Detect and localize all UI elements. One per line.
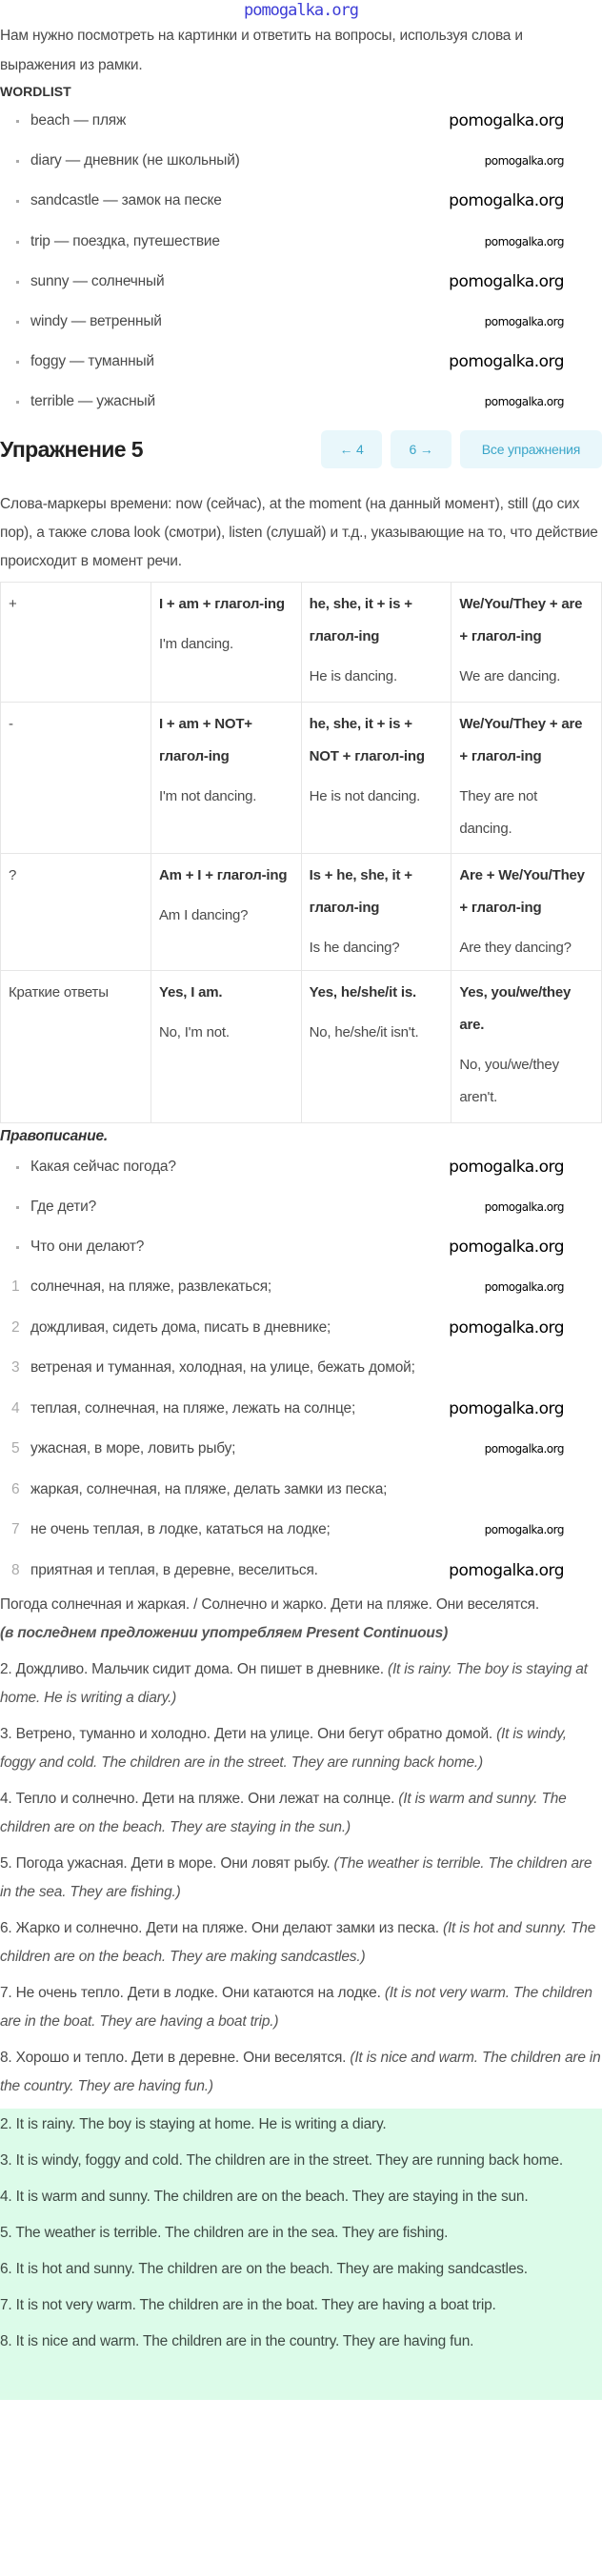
- table-row: [1, 582, 602, 702]
- prompt-text: дождливая, сидеть дома, писать в дневнике;: [30, 1318, 331, 1336]
- prompt-text: теплая, солнечная, на пляже, лежать на солнце;: [30, 1399, 356, 1417]
- prompt-item: [0, 1389, 602, 1430]
- prompt-item: [0, 1308, 602, 1349]
- prompt-number: 2: [11, 1318, 20, 1336]
- rule-text: Yes, he/she/it is.: [309, 983, 416, 1001]
- answer-russian: 2. Дождливо. Мальчик сидит дома. Он пишет в дневнике.: [0, 1661, 384, 1678]
- wordlist-item: [0, 342, 602, 382]
- answer-english: (The weather is terrible. The children are in the sea. They are fishing.): [0, 1855, 592, 1901]
- table-cell: [452, 582, 602, 702]
- example-text: No, he/she/it isn't.: [309, 1023, 419, 1040]
- rule-text: We/You/They + are + глагол-ing: [459, 595, 583, 644]
- all-exercises-button[interactable]: Все упражнения: [460, 430, 602, 468]
- final-answers-box: [0, 2109, 602, 2400]
- final-answer: 4. It is warm and sunny. The children are on the beach. They are staying in the sun.: [0, 2189, 529, 2206]
- prompt-text: не очень теплая, в лодке, кататься на лодке;: [30, 1521, 331, 1538]
- example-text: No, you/we/they aren't.: [459, 1056, 559, 1105]
- prev-exercise-button[interactable]: ← 4: [321, 430, 382, 468]
- answer-russian: 7. Не очень тепло. Дети в лодке. Они катаются на лодке.: [0, 1985, 381, 2002]
- answer-english: (It is hot and sunny. The children are on the beach. They are making sandcastles.): [0, 1920, 596, 1966]
- watermark-text: pomogalka.org: [484, 1280, 564, 1295]
- table-cell: [301, 582, 452, 702]
- example-text: Am I dancing?: [159, 906, 249, 923]
- example-text: I'm dancing.: [159, 635, 234, 652]
- prompt-text: приятная и теплая, в деревне, веселиться.: [30, 1561, 318, 1578]
- rule-text: he, she, it + is + NOT + глагол-ing: [309, 715, 425, 764]
- watermark-text: pomogalka.org: [484, 395, 564, 409]
- answer-paragraph: [0, 1720, 602, 1777]
- answer-english: (в последнем предложении употребляем Present Continuous): [0, 1625, 449, 1642]
- table-cell: [151, 702, 302, 853]
- answers-section: [0, 1591, 602, 2101]
- table-cell: [151, 970, 302, 1122]
- table-cell: [452, 853, 602, 970]
- wordlist-item: [0, 302, 602, 342]
- rule-text: Am + I + глагол-ing: [159, 866, 288, 883]
- final-answer: 3. It is windy, foggy and cold. The children are in the street. They are running back home.: [0, 2152, 563, 2170]
- wordlist: [0, 101, 602, 423]
- table-cell: [301, 970, 452, 1122]
- example-text: He is not dancing.: [309, 787, 421, 804]
- watermark-text: pomogalka.org: [449, 1560, 564, 1580]
- watermark-text: pomogalka.org: [484, 1442, 564, 1456]
- question-text: Где дети?: [30, 1198, 97, 1215]
- rule-text: Yes, I am.: [159, 983, 223, 1001]
- prompt-text: жаркая, солнечная, на пляже, делать замки из песка;: [30, 1480, 388, 1497]
- task-description: Нам нужно посмотреть на картинки и ответить на вопросы, используя слова и выражения из рамки.: [0, 28, 523, 73]
- answer-english: (It is warm and sunny. The children are on the beach. They are staying in the sun.): [0, 1791, 567, 1836]
- watermark-text: pomogalka.org: [484, 234, 564, 248]
- prompt-item: [0, 1348, 602, 1389]
- answer-paragraph: [0, 1979, 602, 2036]
- exercise-title: Упражнение 5: [0, 436, 143, 462]
- final-answer: 6. It is hot and sunny. The children are on the beach. They are making sandcastles.: [0, 2261, 528, 2278]
- prompt-item: [0, 1267, 602, 1308]
- watermark-text: pomogalka.org: [449, 111, 564, 130]
- watermark-text: pomogalka.org: [449, 1318, 564, 1338]
- watermark-text: pomogalka.org: [484, 154, 564, 168]
- rule-text: I + am + NOT+ глагол-ing: [159, 715, 252, 764]
- wordlist-item-text: trip — поездка, путешествие: [30, 232, 220, 249]
- answer-paragraph: [0, 2044, 602, 2101]
- prompt-number: 3: [11, 1359, 20, 1377]
- final-answer: 5. The weather is terrible. The children are in the sea. They are fishing.: [0, 2225, 449, 2242]
- row-label: +: [1, 582, 151, 702]
- wordlist-item-text: windy — ветренный: [30, 312, 162, 329]
- example-text: I'm not dancing.: [159, 787, 257, 804]
- grammar-table: [0, 582, 602, 1123]
- example-text: We are dancing.: [459, 667, 561, 684]
- rule-text: he, she, it + is + глагол-ing: [309, 595, 412, 644]
- wordlist-item: [0, 181, 602, 221]
- table-cell: [301, 702, 452, 853]
- prompt-number: 6: [11, 1480, 20, 1497]
- prompt-item: [0, 1510, 602, 1551]
- table-cell: [452, 970, 602, 1122]
- answer-paragraph: [0, 1655, 602, 1713]
- answer-russian: 5. Погода ужасная. Дети в море. Они ловят рыбу.: [0, 1855, 331, 1873]
- answer-english: (It is nice and warm. The children are in the country. They are having fun.): [0, 2050, 601, 2095]
- table-cell: [151, 853, 302, 970]
- example-text: They are not dancing.: [459, 787, 538, 837]
- answer-russian: 8. Хорошо и тепло. Дети в деревне. Они веселятся.: [0, 2050, 347, 2067]
- question-item: [0, 1187, 602, 1227]
- answer-paragraph: [0, 1914, 602, 1972]
- table-row: [1, 702, 602, 853]
- watermark-text: pomogalka.org: [449, 1237, 564, 1257]
- wordlist-item-text: diary — дневник (не школьный): [30, 152, 240, 169]
- watermark-text: pomogalka.org: [484, 314, 564, 328]
- spelling-title: Правописание.: [0, 1127, 109, 1144]
- questions-list: [0, 1147, 602, 1268]
- site-logo[interactable]: pomogalka.org: [243, 1, 359, 20]
- answer-english: (It is windy, foggy and cold. The children are in the street. They are running back home.): [0, 1726, 567, 1772]
- table-cell: [452, 702, 602, 853]
- prompt-text: ветреная и туманная, холодная, на улице, бежать домой;: [30, 1359, 415, 1377]
- answer-english: (It is not very warm. The children are in the boat. They are having a boat trip.): [0, 1985, 592, 2031]
- example-text: Is he dancing?: [309, 939, 400, 956]
- prompt-number: 4: [11, 1399, 20, 1417]
- rule-text: Are + We/You/They + глагол-ing: [459, 866, 585, 916]
- wordlist-item: [0, 262, 602, 302]
- rule-text: Yes, you/we/they are.: [459, 983, 572, 1033]
- question-text: Какая сейчас погода?: [30, 1158, 176, 1175]
- table-row: [1, 970, 602, 1122]
- prompt-item: [0, 1551, 602, 1592]
- question-item: [0, 1227, 602, 1267]
- picture-prompts-list: [0, 1267, 602, 1591]
- row-label: ?: [1, 853, 151, 970]
- wordlist-item: [0, 141, 602, 181]
- final-answer: 8. It is nice and warm. The children are in the country. They are having fun.: [0, 2333, 474, 2350]
- final-answer: 2. It is rainy. The boy is staying at home. He is writing a diary.: [0, 2116, 387, 2133]
- wordlist-item-text: foggy — туманный: [30, 353, 154, 370]
- answer-english: (It is rainy. The boy is staying at home. He is writing a diary.): [0, 1661, 588, 1707]
- prompt-item: [0, 1470, 602, 1511]
- table-row: [1, 853, 602, 970]
- answer-russian: 6. Жарко и солнечно. Дети на пляже. Они делают замки из песка.: [0, 1920, 439, 1937]
- wordlist-item-text: beach — пляж: [30, 112, 127, 129]
- time-markers-text: Слова-маркеры времени: now (сейчас), at the moment (на данный момент), still (до сих пор), а также слова look (смотри), listen (слушай) и т.д., указывающие на то, что действие происходит в момент речи.: [0, 495, 598, 569]
- wordlist-item-text: sunny — солнечный: [30, 272, 165, 289]
- example-text: No, I'm not.: [159, 1023, 230, 1040]
- prompt-text: ужасная, в море, ловить рыбу;: [30, 1440, 236, 1457]
- answer-russian: Погода солнечная и жаркая. / Солнечно и жарко. Дети на пляже. Они веселятся.: [0, 1596, 539, 1614]
- answer-paragraph: [0, 1591, 602, 1648]
- watermark-text: pomogalka.org: [484, 1199, 564, 1214]
- table-cell: [301, 853, 452, 970]
- row-label: Краткие ответы: [1, 970, 151, 1122]
- answer-paragraph: [0, 1850, 602, 1907]
- wordlist-item: [0, 222, 602, 262]
- watermark-text: pomogalka.org: [449, 191, 564, 211]
- watermark-text: pomogalka.org: [484, 1523, 564, 1537]
- wordlist-item: [0, 101, 602, 141]
- answer-russian: 3. Ветрено, туманно и холодно. Дети на улице. Они бегут обратно домой.: [0, 1726, 492, 1743]
- table-cell: [151, 582, 302, 702]
- rule-text: Is + he, she, it + глагол-ing: [309, 866, 412, 916]
- prompt-item: [0, 1429, 602, 1470]
- watermark-text: pomogalka.org: [449, 271, 564, 291]
- prompt-number: 8: [11, 1561, 20, 1578]
- exercise-header: [0, 426, 602, 472]
- watermark-text: pomogalka.org: [449, 1157, 564, 1177]
- wordlist-item-text: sandcastle — замок на песке: [30, 192, 222, 209]
- row-label: -: [1, 702, 151, 853]
- example-text: Are they dancing?: [459, 939, 572, 956]
- final-answer: 7. It is not very warm. The children are in the boat. They are having a boat trip.: [0, 2297, 496, 2314]
- wordlist-item: [0, 382, 602, 422]
- watermark-text: pomogalka.org: [449, 1398, 564, 1418]
- wordlist-item-text: terrible — ужасный: [30, 393, 155, 410]
- prompt-text: солнечная, на пляже, развлекаться;: [30, 1278, 272, 1296]
- watermark-text: pomogalka.org: [449, 352, 564, 372]
- prompt-number: 5: [11, 1440, 20, 1457]
- answer-russian: 4. Тепло и солнечно. Дети на пляже. Они лежат на солнце.: [0, 1791, 395, 1808]
- rule-text: We/You/They + are + глагол-ing: [459, 715, 583, 764]
- answer-paragraph: [0, 1785, 602, 1842]
- prompt-number: 7: [11, 1521, 20, 1538]
- wordlist-title: WORDLIST: [0, 84, 71, 99]
- rule-text: I + am + глагол-ing: [159, 595, 285, 612]
- next-exercise-button[interactable]: 6 →: [391, 430, 452, 468]
- question-text: Что они делают?: [30, 1238, 145, 1255]
- question-item: [0, 1147, 602, 1187]
- prompt-number: 1: [11, 1278, 20, 1296]
- example-text: He is dancing.: [309, 667, 397, 684]
